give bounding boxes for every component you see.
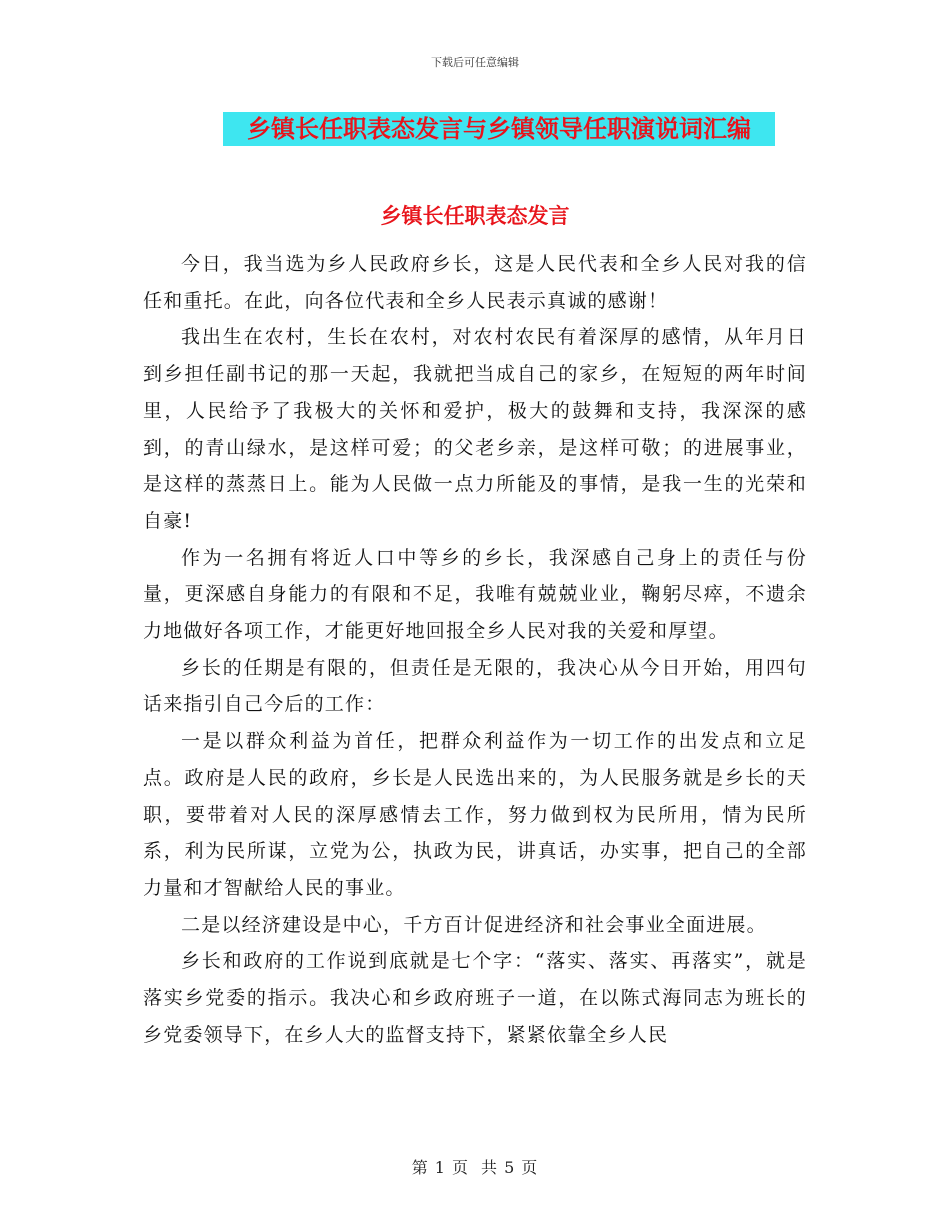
page-number: 1 [434,1158,446,1177]
document-title: 乡镇长任职表态发言与乡镇领导任职演说词汇编 [223,112,775,146]
paragraph: 乡长的任期是有限的，但责任是无限的，我决心从今日开始，用四句话来指引自己今后的工作： [143,656,807,716]
header-note: 下载后可任意编辑 [431,56,519,69]
section-title: 乡镇长任职表态发言 [380,204,570,228]
document-body [143,246,807,1053]
total-pages: 5 [504,1158,516,1177]
paragraph: 乡长和政府的工作说到底就是七个字：“落实、落实、再落实”，就是落实乡党委的指示。我决心和乡政府班子一道，在以陈式海同志为班长的乡党委领导下，在乡人大的监督支持下，紧紧依靠全乡人民 [143,950,807,1046]
total-prefix: 共 [481,1158,499,1177]
paragraph: 作为一名拥有将近人口中等乡的乡长，我深感自己身上的责任与份量，更深感自身能力的有限和不足，我唯有兢兢业业，鞠躬尽瘁，不遗余力地做好各项工作，才能更好地回报全乡人民对我的关爱和厚望。 [143,546,807,643]
paragraph: 一是以群众利益为首任，把群众利益作为一切工作的出发点和立足点。政府是人民的政府，乡长是人民选出来的，为人民服务就是乡长的天职，要带着对人民的深厚感情去工作，努力做到权为民所用，情为民所系，利为民所谋，立党为公，执政为民，讲真话，办实事，把自己的全部力量和才智献给人民的事业。 [143,730,807,899]
paragraph: 我出生在农村，生长在农村，对农村农民有着深厚的感情，从年月日到乡担任副书记的那一天起，我就把当成自己的家乡，在短短的两年时间里，人民给予了我极大的关怀和爱护，极大的鼓舞和支持，我深深的感到，的青山绿水，是这样可爱；的父老乡亲，是这样可敬；的进展事业，是这样的蒸蒸日上。能为人民做一点力所能及的事情，是我一生的光荣和自豪! [143,326,807,532]
paragraph: 今日，我当选为乡人民政府乡长，这是人民代表和全乡人民对我的信任和重托。在此，向各位代表和全乡人民表示真诚的感谢！ [143,253,807,312]
page-prefix: 第 [411,1158,429,1177]
page-unit: 页 [451,1158,469,1177]
page-footer [0,1155,950,1178]
total-unit: 页 [521,1158,539,1177]
paragraph: 二是以经济建设是中心，千方百计促进经济和社会事业全面进展。 [181,913,767,936]
